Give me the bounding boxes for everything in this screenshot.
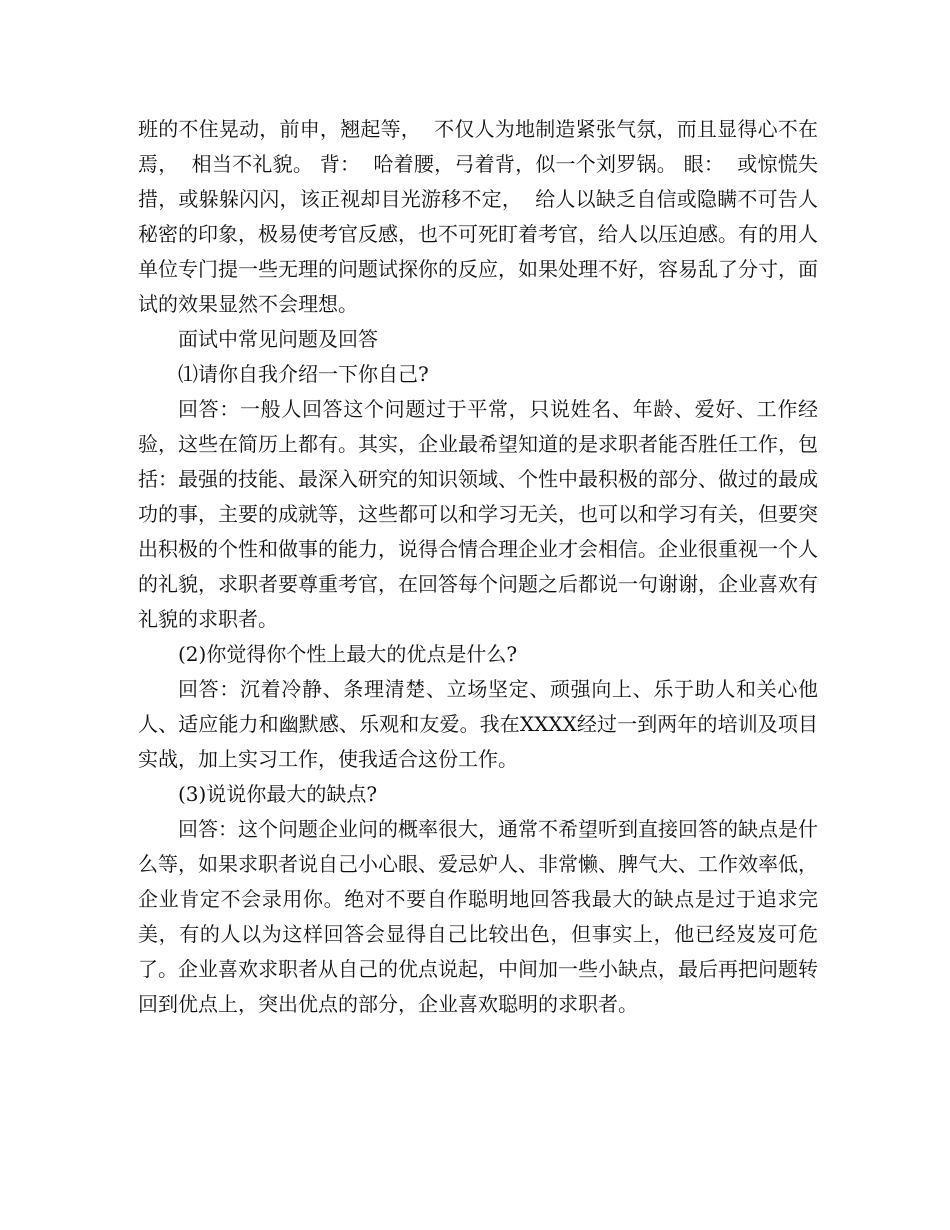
paragraph-continuation: 班的不住晃动，前申，翘起等， 不仅人为地制造紧张气氛，而且显得心不在焉， 相当不礼貌。 背： 哈着腰，弓着背，似一个刘罗锅。 眼： 或惊慌失措，或躲躲闪闪，该正视却目光游移不定， 给人以缺乏自信或隐瞒不可告人秘密的印象，极易使考官反感，也不可死盯着考官，给人以压迫感。有的用人单位专门提一些无理的问题试探你的反应，如果处理不好，容易乱了分寸，面试的效果显然不会理想。 <box>138 117 818 316</box>
document-body <box>138 112 818 1022</box>
answer-1: 回答：一般人回答这个问题过于平常，只说姓名、年龄、爱好、工作经验，这些在简历上都有。其实，企业最希望知道的是求职者能否胜任工作，包括：最强的技能、最深入研究的知识领域、个性中最积极的部分、做过的最成功的事，主要的成就等，这些都可以和学习无关，也可以和学习有关，但要突出积极的个性和做事的能力，说得合情合理企业才会相信。企业很重视一个人的礼貌，求职者要尊重考官，在回答每个问题之后都说一句谢谢，企业喜欢有礼貌的求职者。 <box>138 397 818 631</box>
answer-2: 回答：沉着冷静、条理清楚、立场坚定、顽强向上、乐于助人和关心他人、适应能力和幽默感、乐观和友爱。我在XXXX经过一到两年的培训及项目实战，加上实习工作，使我适合这份工作。 <box>138 677 818 771</box>
section-heading: 面试中常见问题及回答 <box>178 327 378 351</box>
question-1: ⑴请你自我介绍一下你自己? <box>178 362 429 386</box>
question-3: (3)说说你最大的缺点? <box>178 782 378 806</box>
answer-3: 回答：这个问题企业问的概率很大，通常不希望听到直接回答的缺点是什么等，如果求职者说自己小心眼、爱忌妒人、非常懒、脾气大、工作效率低，企业肯定不会录用你。绝对不要自作聪明地回答我最大的缺点是过于追求完美，有的人以为这样回答会显得自己比较出色，但事实上，他已经岌岌可危了。企业喜欢求职者从自己的优点说起，中间加一些小缺点，最后再把问题转回到优点上，突出优点的部分，企业喜欢聪明的求职者。 <box>138 817 818 1016</box>
question-2: (2)你觉得你个性上最大的优点是什么? <box>178 642 518 666</box>
